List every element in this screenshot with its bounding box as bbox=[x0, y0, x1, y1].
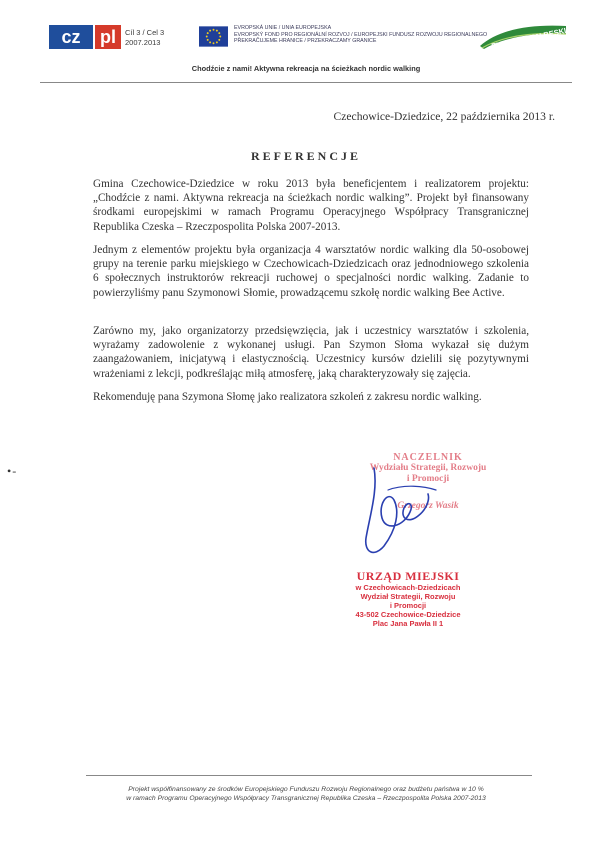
letter-date: Czechowice-Dziedzice, 22 października 2013 r. bbox=[333, 110, 555, 123]
header-divider bbox=[40, 82, 572, 83]
office-stamp-line1: w Czechowicach-Dziedzicach bbox=[355, 583, 461, 592]
czpl-logo-cz: cz bbox=[49, 25, 93, 49]
letter-paragraph-1: Gmina Czechowice-Dziedzice w roku 2013 była beneficjentem i realizatorem projektu: „Chodźcie z nami. Aktywna rekreacja na ścieżkach nordic walking”. Projekt był finansowany środkami europejskimi w ramach Programu Operacyjnego Współpracy Transgranicznej Republika Czeska – Rzeczpospolita Polska 2007-2013. bbox=[93, 178, 529, 233]
footer-line1: Projekt współfinansowany ze środków Europejskiego Funduszu Rozwoju Regionalnego oraz budżetu państwa w 10 % bbox=[128, 786, 484, 793]
eu-text-line1: EVROPSKÁ UNIE / UNIA EUROPEJSKA bbox=[234, 25, 332, 31]
official-stamp-name: Grzegorz Wasik bbox=[397, 501, 459, 511]
office-stamp-title: URZĄD MIEJSKI bbox=[356, 569, 460, 583]
office-stamp-line3: i Promocji bbox=[389, 601, 427, 610]
czpl-logo-line1: Cíl 3 / Cel 3 bbox=[125, 28, 165, 37]
official-stamp-line2: i Promocji bbox=[406, 474, 450, 484]
official-stamp-line1: Wydziału Strategii, Rozwoju bbox=[369, 463, 487, 473]
handwritten-signature bbox=[344, 460, 454, 570]
czpl-program-logo bbox=[49, 25, 167, 51]
letter-paragraph-4: Rekomenduję pana Szymona Słomę jako realizatora szkoleń z zakresu nordic walking. bbox=[93, 391, 482, 403]
euroregion-beskidy-logo bbox=[478, 22, 578, 51]
czpl-logo-line2: 2007.2013 bbox=[125, 38, 161, 47]
office-stamp bbox=[318, 569, 498, 628]
office-stamp-line4: 43-502 Czechowice-Dziedzice bbox=[355, 610, 461, 619]
eu-text-line3: PŘEKRAČUJEME HRANICE / PRZEKRACZAMY GRANICE bbox=[234, 38, 377, 45]
footer-line2: w ramach Programu Operacyjnego Współpracy Transgranicznej Republika Czeska – Rzeczpospolita Polska 2007-2013 bbox=[126, 795, 486, 802]
eu-text-line2: EVROPSKÝ FOND PRO REGIONÁLNÍ ROZVOJ / EUROPEJSKI FUNDUSZ ROZWOJU REGIONALNEGO bbox=[234, 31, 488, 38]
letter-title: REFERENCJE bbox=[250, 149, 361, 163]
office-stamp-line5: Plac Jana Pawła II 1 bbox=[372, 619, 444, 628]
official-stamp-title: NACZELNIK bbox=[393, 452, 463, 463]
project-title: Chodźcie z nami! Aktywna rekreacja na ścieżkach nordic walking bbox=[191, 64, 421, 73]
euroregion-logo-text: EUROREGION BESKIDY bbox=[490, 23, 578, 51]
eu-fund-text bbox=[234, 25, 487, 45]
office-stamp-line2: Wydział Strategii, Rozwoju bbox=[360, 592, 456, 601]
letter-paragraph-2: Jednym z elementów projektu była organizacja 4 warsztatów nordic walking dla 50-osobowej grupy na terenie parku miejskiego w Czechowicach-Dziedzicach oraz jednodniowego szkolenia 6 społecznych instruktorów rekreacji ruchowej o specjalności nordic walking. Zadanie to powierzyliśmy panu Szymonowi Słomie, prowadzącemu szkołę nordic walking Bee Active. bbox=[93, 244, 529, 299]
footer-funding-note bbox=[60, 785, 552, 803]
eu-flag-icon bbox=[199, 26, 228, 47]
footer-divider bbox=[86, 775, 532, 776]
margin-mark: •- bbox=[7, 464, 18, 478]
letter-paragraph-3: Zarówno my, jako organizatorzy przedsięwzięcia, jak i uczestnicy warsztatów i szkolenia, wyrażamy zadowolenie z wykonanej usługi. Pan Szymon Słoma wykazał się dużym zaangażowaniem, inicjatywą i elastycznością. Uczestnicy kursów dzielili się pozytywnymi wrażeniami z lekcji, podkreślając miłą atmosferę, jaką charakteryzowały się zajęcia. bbox=[93, 325, 529, 380]
czpl-logo-pl: pl bbox=[95, 25, 121, 49]
